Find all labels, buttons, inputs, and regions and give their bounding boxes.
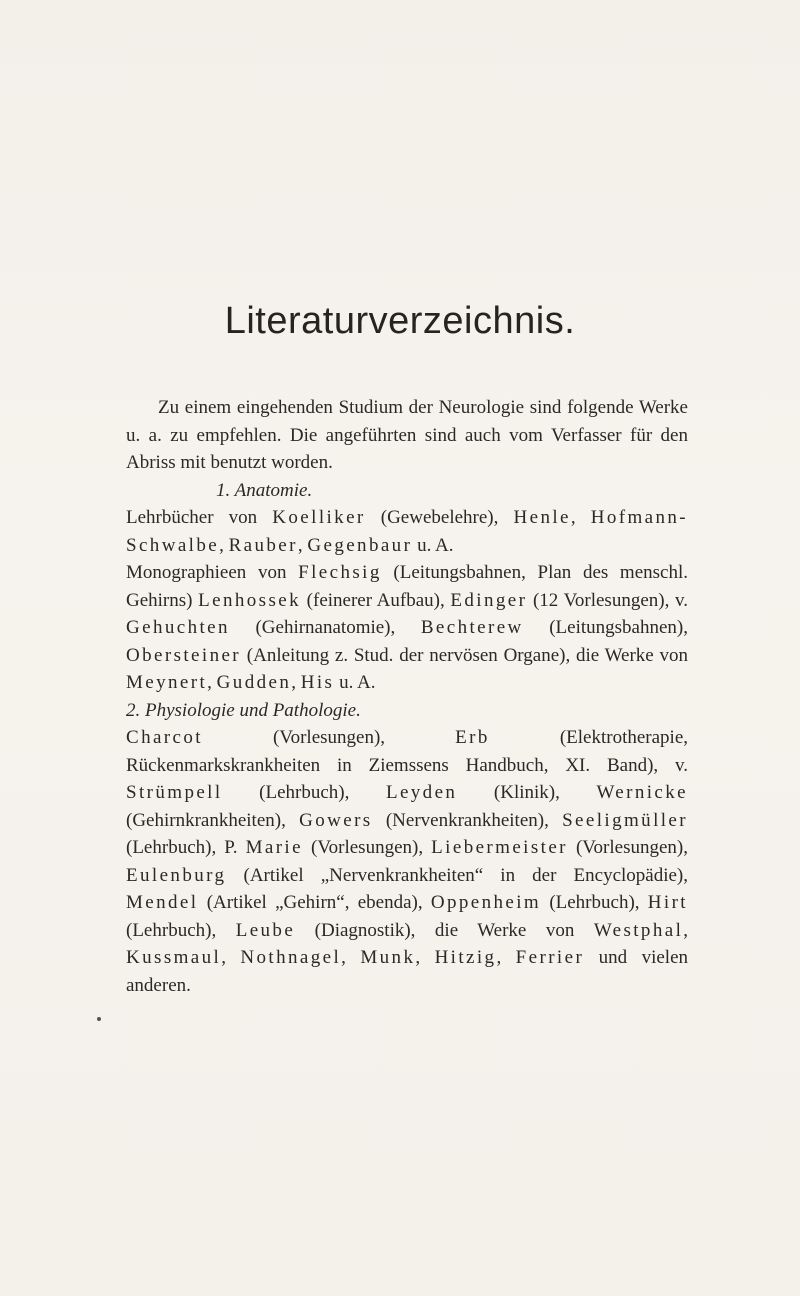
- text-run: (Vorlesungen),: [302, 837, 432, 858]
- author-name: Bechterew: [420, 617, 524, 638]
- text-run: (Gewebelehre),: [365, 507, 514, 528]
- text-run: (Leitungsbahnen, Plan des menschl. Gehirns): [126, 562, 688, 611]
- author-name: Westphal: [593, 919, 684, 941]
- text-run: (Nervenkrankheiten),: [372, 809, 563, 831]
- author-name: Kussmaul: [126, 947, 222, 968]
- author-name: Lenhossek: [198, 589, 302, 611]
- text-run: ,: [341, 947, 361, 968]
- text-run: (Vorlesungen),: [202, 727, 456, 748]
- page-body: [126, 394, 688, 999]
- text-run: Monographieen von: [126, 562, 299, 583]
- text-run: (Leitungsbahnen),: [523, 617, 688, 638]
- author-name: Flechsig: [298, 562, 382, 583]
- author-name: Seeligmüller: [562, 809, 688, 831]
- text-run: ,: [207, 672, 217, 693]
- author-name: Leube: [235, 919, 296, 941]
- text-run: (Vorlesungen),: [567, 837, 688, 858]
- author-name: Leyden: [385, 782, 458, 803]
- author-name: Gegenbaur: [307, 534, 413, 556]
- text-run: (Gehirnanatomie),: [229, 617, 421, 638]
- text-run: (Artikel „Gehirn“, ebenda),: [198, 892, 431, 913]
- author-name: Nothnagel: [240, 947, 342, 968]
- text-run: Lehrbücher von: [126, 507, 273, 528]
- author-name: Liebermeister: [431, 837, 568, 858]
- author-name: Mendel: [126, 892, 199, 913]
- page-title: Literaturverzeichnis.: [224, 300, 576, 342]
- text-run: und vielen anderen.: [126, 947, 688, 996]
- author-name: Henle: [513, 507, 571, 528]
- text-run: (Anleitung z. Stud. der nervösen Organe), die Werke von: [241, 644, 688, 666]
- text-run: ,: [683, 919, 688, 941]
- text-run: ,: [291, 672, 301, 693]
- intro-paragraph: Zu einem eingehenden Studium der Neurologie sind folgende Werke u. a. zu empfehlen. Die angeführten sind auch vom Verfasser für den Abriss mit benutzt worden.: [126, 397, 688, 473]
- author-name: Munk: [360, 947, 416, 968]
- author-name: Charcot: [126, 727, 203, 748]
- text-run: (Klinik),: [457, 782, 597, 803]
- text-run: (Elektrotherapie, Rückenmarkskrankheiten in Ziemssens Handbuch, XI. Band), v.: [126, 727, 689, 776]
- author-name: Gudden: [216, 672, 292, 693]
- text-run: (feinerer Aufbau),: [301, 589, 451, 611]
- author-name: Gowers: [299, 809, 373, 831]
- anatomie-monographs-paragraph: [126, 559, 688, 697]
- text-run: u. A.: [334, 672, 376, 693]
- author-name: Obersteiner: [126, 644, 242, 666]
- author-name: Hirt: [647, 892, 688, 913]
- author-name: Hitzig: [434, 947, 497, 968]
- anatomie-textbooks-paragraph: [126, 504, 688, 559]
- author-name: Rauber: [228, 534, 298, 556]
- text-run: u. A.: [412, 534, 454, 556]
- text-run: (Lehrbuch), P.: [126, 837, 246, 858]
- text-run: (Gehirnkrankheiten),: [126, 809, 300, 831]
- author-name: Ferrier: [515, 947, 585, 968]
- section-heading-physiologie: 2. Physiologie und Pathologie.: [126, 699, 361, 721]
- text-run: (Lehrbuch),: [222, 782, 386, 803]
- text-run: ,: [496, 947, 516, 968]
- author-name: Eulenburg: [126, 864, 227, 886]
- text-run: ,: [221, 947, 241, 968]
- text-run: ,: [570, 507, 591, 528]
- author-name: Marie: [245, 837, 303, 858]
- author-name: Oppenheim: [430, 892, 542, 913]
- author-name: Strümpell: [126, 782, 223, 803]
- author-name: Hofmann-Schwalbe: [126, 507, 689, 556]
- section-heading-anatomie: 1. Anatomie.: [216, 479, 313, 501]
- author-name: Erb: [455, 727, 490, 748]
- text-run: (Artikel „Nervenkrankheiten“ in der Encyclopädie),: [226, 864, 688, 886]
- text-run: (12 Vorlesungen), v.: [527, 589, 688, 611]
- author-name: Gehuchten: [126, 617, 230, 638]
- text-run: ,: [219, 534, 229, 556]
- author-name: Meynert: [126, 672, 208, 693]
- text-run: ,: [297, 534, 308, 556]
- author-name: Wernicke: [596, 782, 688, 803]
- text-run: (Diagnostik), die Werke von: [295, 919, 594, 941]
- text-run: (Lehrbuch),: [541, 892, 648, 913]
- text-run: ,: [415, 947, 435, 968]
- author-name: Koelliker: [272, 507, 366, 528]
- author-name: His: [300, 672, 335, 693]
- physiologie-pathologie-paragraph: [126, 724, 688, 999]
- text-run: (Lehrbuch),: [126, 919, 236, 941]
- ink-speck: [97, 1017, 101, 1021]
- author-name: Edinger: [450, 589, 528, 611]
